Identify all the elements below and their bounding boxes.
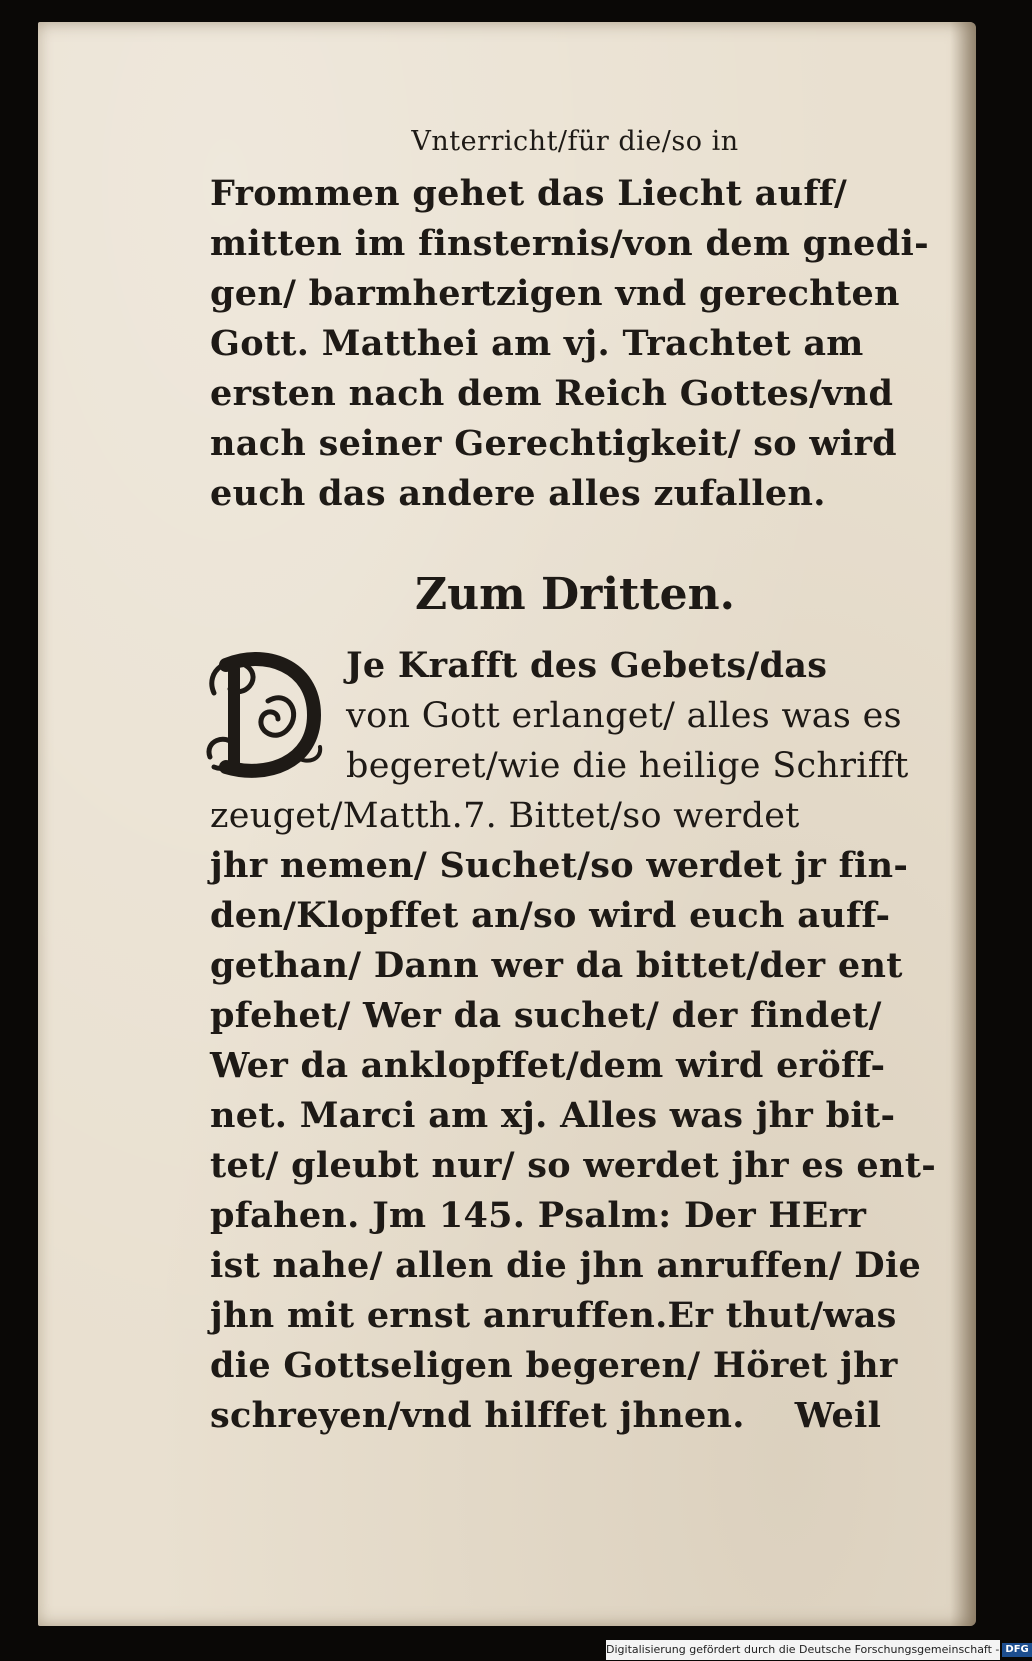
text-line: Frommen gehet das Liecht auff/ [210,173,848,214]
dfg-logo: DFG [1002,1643,1031,1657]
text-line: Gott. Matthei am vj. Trachtet am [210,323,864,364]
text-line: begeret/wie die heilige Schrifft [346,746,909,786]
text-line: jhn mit ernst anruffen.Er thut/was [210,1295,897,1336]
book-page [38,22,976,1626]
text-line: den/Klopffet an/so wird euch auff- [210,895,891,936]
digitization-credit [606,1640,1029,1660]
text-line: gen/ barmhertzigen vnd gerechten [210,273,900,314]
text-line: euch das andere alles zufallen. [210,473,826,514]
text-line: tet/ gleubt nur/ so werdet jhr es ent- [210,1145,937,1186]
text-line: von Gott erlanget/ alles was es [346,696,902,736]
text-line: die Gottseligen begeren/ Höret jhr [210,1345,898,1386]
paragraph-2 [210,791,940,1441]
drop-cap-block [210,641,940,791]
initial-lines [346,641,940,791]
text-line: ersten nach dem Reich Gottes/vnd [210,373,894,414]
paragraph-1 [210,169,940,519]
text-line: mitten im finsternis/von dem gnedi- [210,223,929,264]
ornamental-drop-cap [204,645,324,785]
running-head: Vnterricht/für die/so in [411,126,739,157]
text-line: gethan/ Dann wer da bittet/der ent [210,945,903,986]
section-heading: Zum Dritten. [415,569,735,620]
text-line: pfehet/ Wer da suchet/ der findet/ [210,995,882,1036]
text-line: Je Krafft des Gebets/das [346,645,828,686]
text-line: nach seiner Gerechtigkeit/ so wird [210,423,897,464]
page-edge-shadow [950,22,976,1626]
credit-text: Digitalisierung gefördert durch die Deutsche Forschungsgemeinschaft - [606,1643,1000,1656]
text-line: jhr nemen/ Suchet/so werdet jr fin- [210,845,909,886]
text-block [210,117,940,1441]
text-line: zeuget/Matth.7. Bittet/so werdet [210,796,800,836]
text-line: net. Marci am xj. Alles was jhr bit- [210,1095,896,1136]
text-line: pfahen. Jm 145. Psalm: Der HErr [210,1195,867,1236]
text-line: Wer da anklopffet/dem wird eröff- [210,1045,886,1086]
text-line: schreyen/vnd hilffet jhnen. Weil [210,1395,882,1436]
text-line: ist nahe/ allen die jhn anruffen/ Die [210,1245,922,1286]
